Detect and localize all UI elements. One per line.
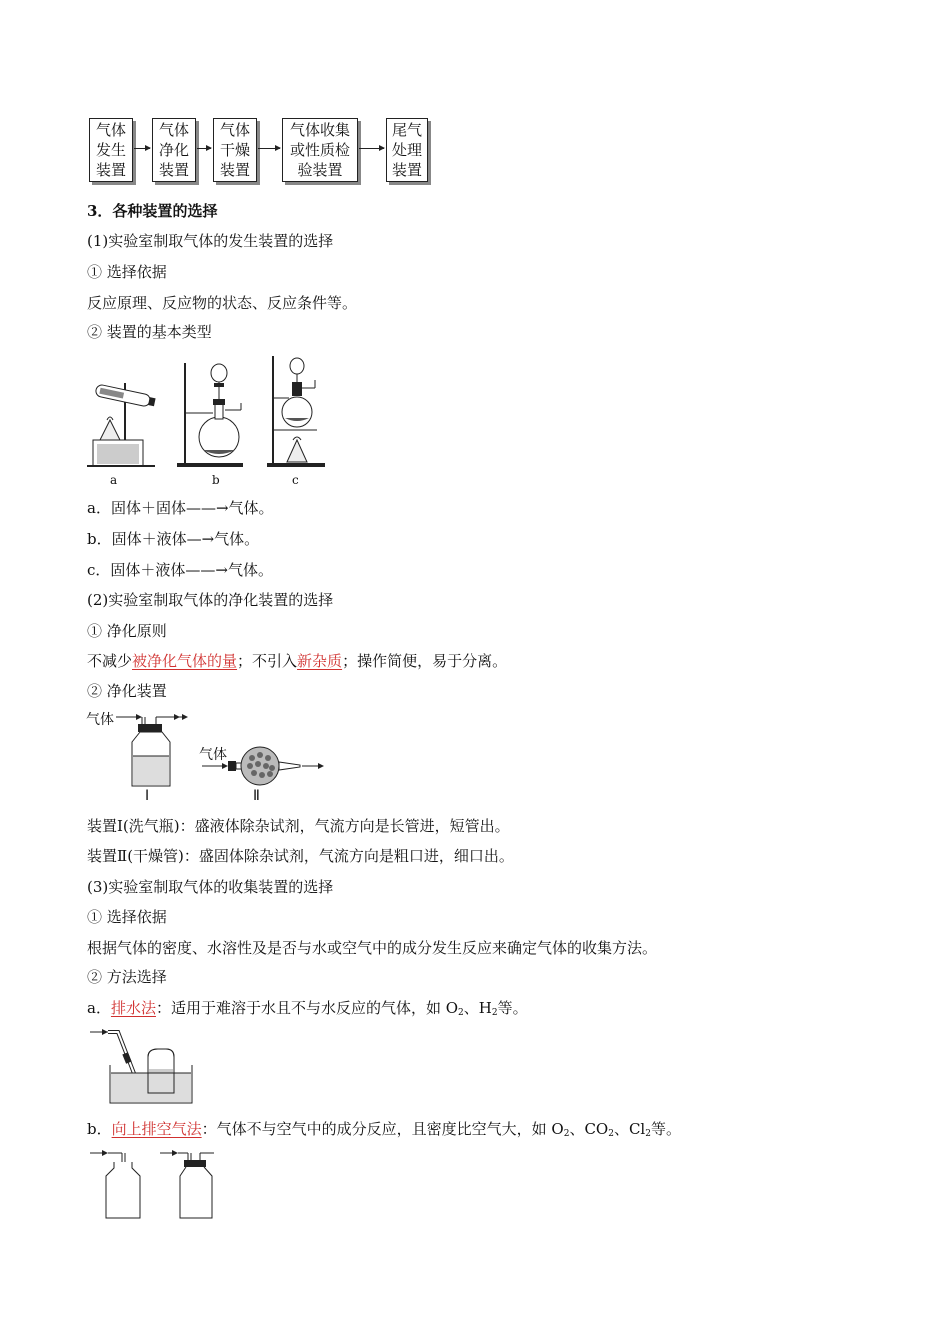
method-a-text: a．排水法：适用于难溶于水且不与水反应的气体，如 $O_2$、$H_2$等。 — [87, 999, 528, 1018]
reaction-b: b．固体＋液体—→气体。 — [87, 530, 260, 548]
s2-title: (2)实验室制取气体的净化装置的选择 — [87, 591, 334, 609]
s3-title: (3)实验室制取气体的收集装置的选择 — [87, 878, 334, 896]
method-b-text: b．向上排空气法：气体不与空气中的成分反应，且密度比空气大，如 $O_2$、$CO_2$、$Cl_2$等。 — [87, 1120, 681, 1139]
s2-principle-text: 不减少被净化气体的量；不引入新杂质；操作简便，易于分离。 — [87, 652, 508, 670]
s2-principle-title: ① 净化原则 — [87, 622, 167, 640]
label-I: Ⅰ — [145, 788, 150, 804]
highlight-new-impurity: 新杂质 — [297, 652, 343, 670]
highlight-water-displacement: 排水法 — [110, 999, 156, 1017]
label-a: a — [110, 473, 118, 487]
s2-device-title: ② 净化装置 — [87, 682, 167, 700]
section-heading: 3．各种装置的选择 — [87, 202, 218, 220]
highlight-upward-air-displacement: 向上排空气法 — [111, 1120, 202, 1138]
flow-box-purification: 气体 净化 装置 — [152, 118, 196, 182]
flow-box-tail-gas: 尾气 处理 装置 — [386, 118, 428, 182]
label-II: Ⅱ — [253, 788, 260, 804]
label-b: b — [212, 473, 220, 487]
s3-basis-text: 根据气体的密度、水溶性及是否与水或空气中的成分发生反应来确定气体的收集方法。 — [87, 939, 658, 957]
device-I-description: 装置Ⅰ(洗气瓶)：盛液体除杂试剂，气流方向是长管进，短管出。 — [87, 817, 510, 835]
reaction-c: c．固体＋液体——→气体。 — [87, 561, 273, 579]
upward-air-bottles-figure — [88, 1148, 228, 1223]
apparatus-c-figure — [265, 352, 335, 470]
flow-arrow — [359, 148, 384, 149]
reaction-a: a．固体＋固体——→气体。 — [87, 499, 274, 517]
s1-types-title: ② 装置的基本类型 — [87, 323, 212, 341]
highlight-gas-amount: 被净化气体的量 — [132, 652, 238, 670]
flow-arrow — [197, 148, 211, 149]
drying-tube-figure — [200, 745, 330, 795]
flow-arrow — [134, 148, 150, 149]
gas-label-2: 气体 — [199, 747, 227, 763]
s1-title: (1)实验室制取气体的发生装置的选择 — [87, 232, 334, 250]
gas-label-1: 气体 — [86, 712, 114, 728]
apparatus-b-figure — [175, 355, 250, 470]
flow-box-collection: 气体收集 或性质检 验装置 — [282, 118, 358, 182]
water-displacement-figure — [88, 1027, 198, 1107]
s3-method-title: ② 方法选择 — [87, 968, 167, 986]
s3-basis-title: ① 选择依据 — [87, 908, 167, 926]
flow-box-drying: 气体 干燥 装置 — [213, 118, 257, 182]
flow-box-generation: 气体 发生 装置 — [89, 118, 133, 182]
label-c: c — [292, 473, 299, 487]
s1-basis-text: 反应原理、反应物的状态、反应条件等。 — [87, 294, 358, 312]
apparatus-a-figure — [85, 358, 165, 468]
device-II-description: 装置Ⅱ(干燥管)：盛固体除杂试剂，气流方向是粗口进，细口出。 — [87, 847, 514, 865]
s1-basis-title: ① 选择依据 — [87, 263, 167, 281]
flow-arrow — [258, 148, 280, 149]
